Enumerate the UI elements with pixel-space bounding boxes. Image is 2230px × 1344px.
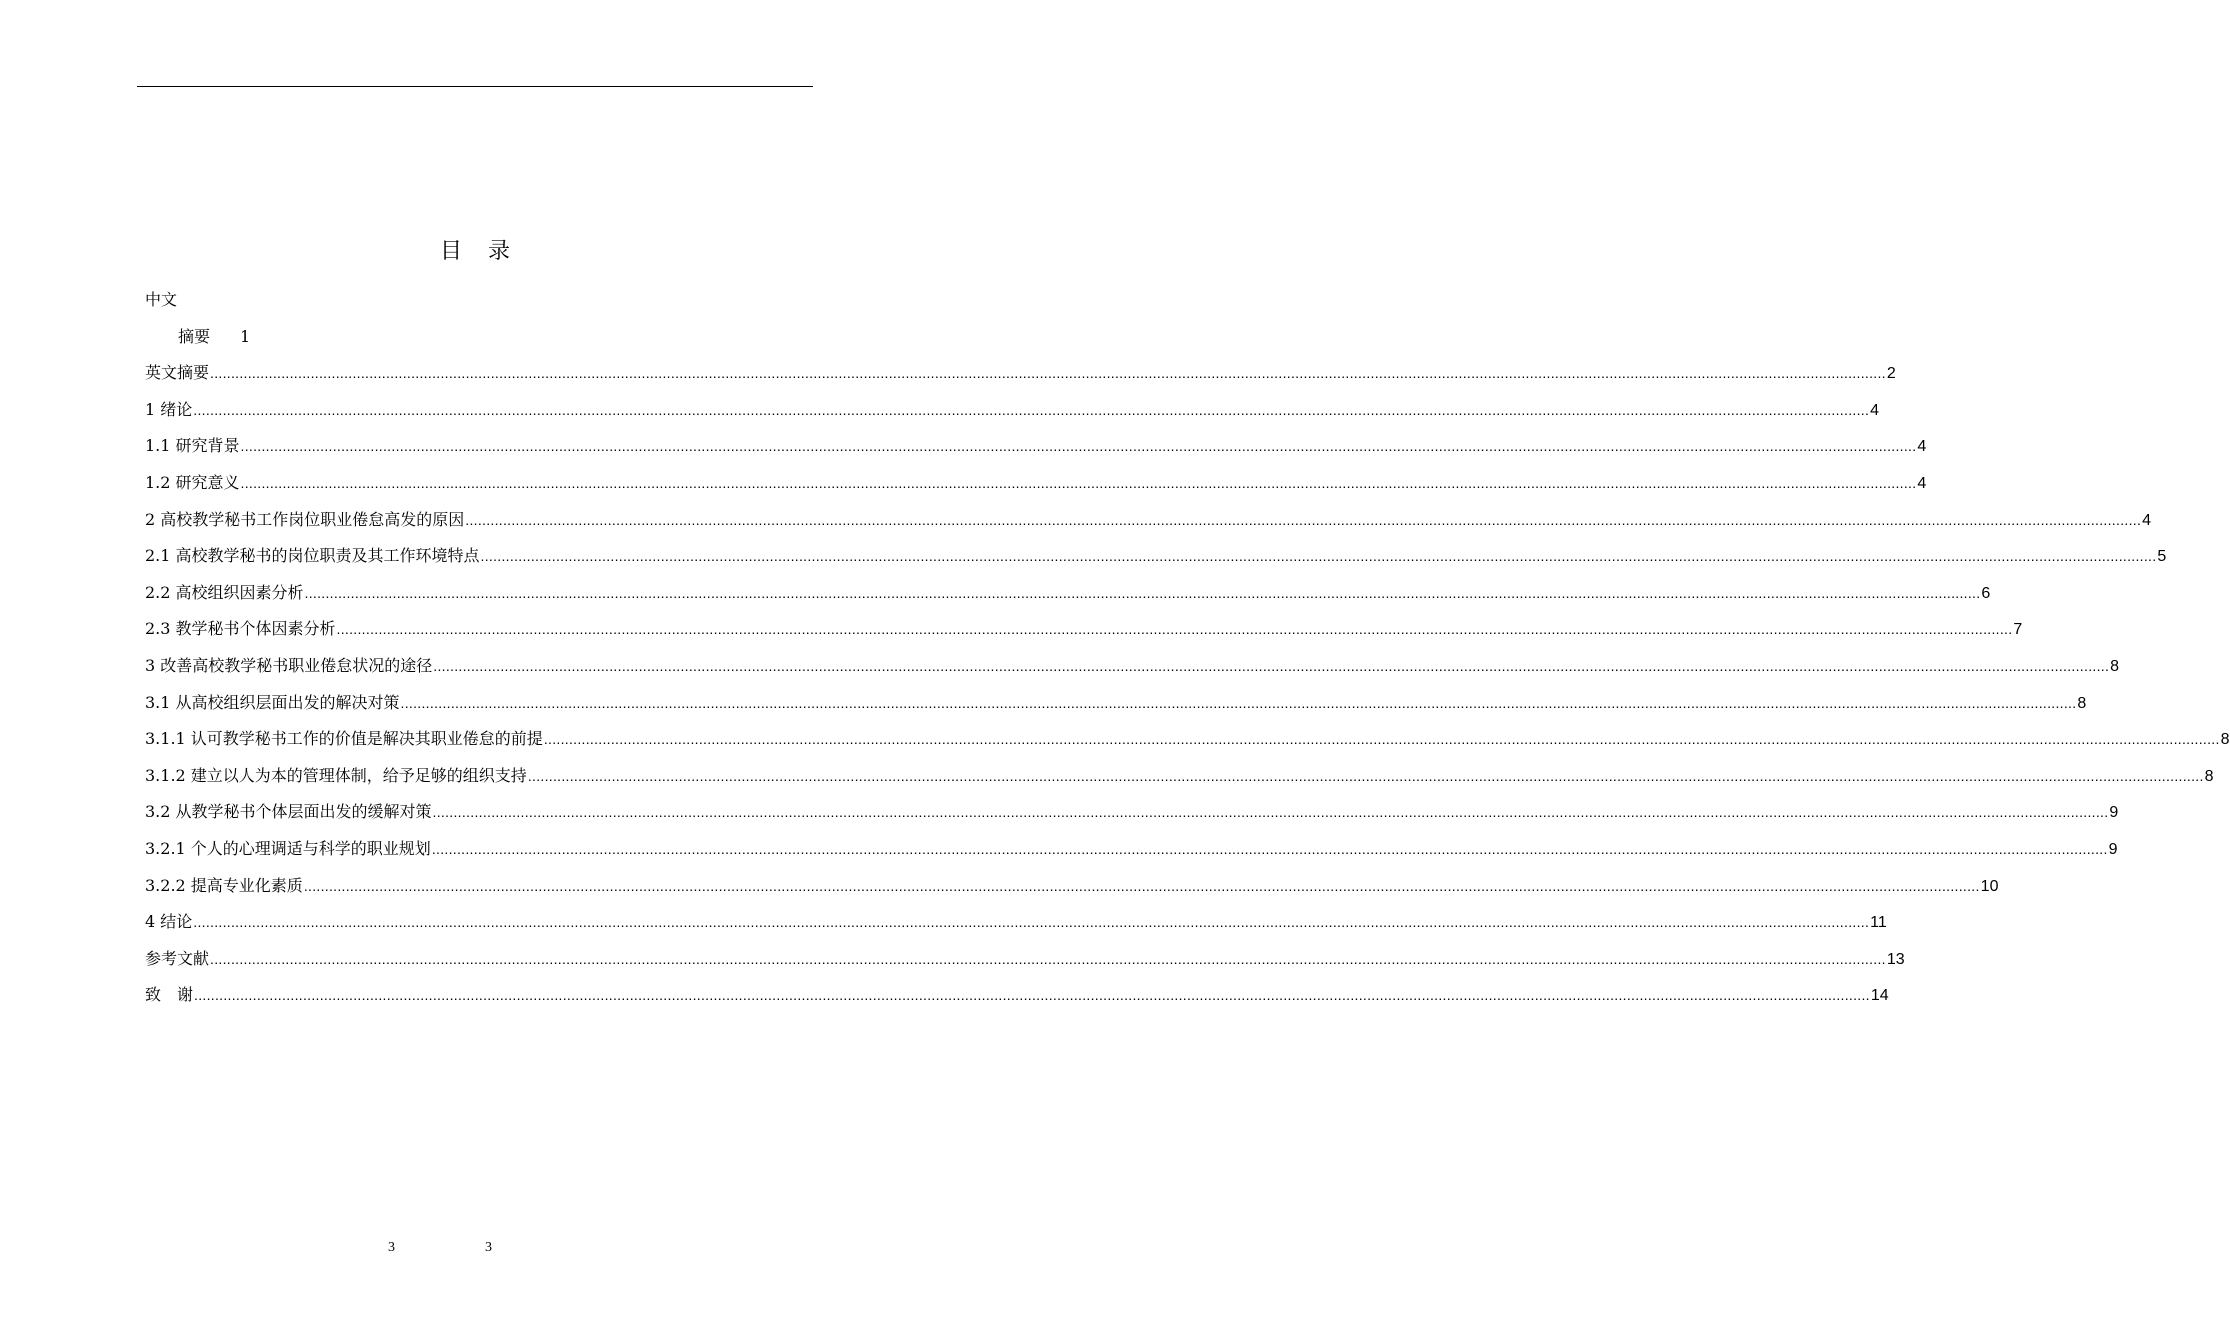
toc-entry-label: 参考文献 (145, 948, 210, 968)
toc-entry-page: 14 (1870, 987, 1889, 1005)
toc-abstract-page: 1 (240, 326, 251, 346)
toc-entry[interactable] (145, 654, 2120, 691)
toc-entry-page: 6 (1981, 584, 1991, 602)
toc-entry[interactable] (145, 947, 1905, 984)
toc-entry-page: 5 (2157, 548, 2167, 566)
toc-dot-leader: ................................................................................................................................................................................................................................................................................................................................................................................................................ (400, 694, 2077, 711)
toc-entry[interactable] (145, 617, 2023, 654)
toc-entry-page: 4 (1870, 401, 1880, 419)
toc-entry-label: 1 绪论 (145, 399, 193, 419)
toc-dot-leader: ................................................................................................................................................................................................................................................................................................................................................................................................................ (193, 914, 1870, 931)
toc-dot-leader: ................................................................................................................................................................................................................................................................................................................................................................................................................ (193, 401, 1870, 418)
toc-entry-label: 3 改善高校教学秘书职业倦怠状况的途径 (145, 655, 433, 675)
header-rule (137, 86, 813, 87)
toc-entry-page: 13 (1886, 950, 1905, 968)
toc-dot-leader: ................................................................................................................................................................................................................................................................................................................................................................................................................ (194, 987, 1870, 1004)
toc-entry-page: 4 (2142, 511, 2152, 529)
toc-entry-label: 1.2 研究意义 (145, 472, 240, 492)
toc-dot-leader: ................................................................................................................................................................................................................................................................................................................................................................................................................ (210, 950, 1886, 967)
toc-entry-page: 10 (1980, 877, 1999, 895)
toc-dot-leader: ................................................................................................................................................................................................................................................................................................................................................................................................................ (240, 474, 1917, 491)
table-of-contents (145, 288, 2230, 1020)
toc-entry-label: 3.1.2 建立以人为本的管理体制，给予足够的组织支持 (145, 765, 527, 785)
toc-entry-label: 3.1.1 认可教学秘书工作的价值是解决其职业倦怠的前提 (145, 729, 543, 749)
toc-entry[interactable] (145, 398, 1880, 435)
toc-dot-leader: ................................................................................................................................................................................................................................................................................................................................................................................................................ (433, 657, 2110, 674)
toc-entry[interactable] (145, 544, 2167, 581)
toc-entry[interactable] (145, 508, 2152, 545)
toc-entry-label: 1.1 研究背景 (145, 436, 240, 456)
toc-entry-page: 8 (2077, 694, 2087, 712)
toc-entry-page: 4 (1917, 474, 1927, 492)
toc-entry[interactable] (145, 691, 2087, 728)
toc-dot-leader: ................................................................................................................................................................................................................................................................................................................................................................................................................ (336, 621, 2013, 638)
toc-entry[interactable] (145, 727, 2230, 764)
toc-dot-leader: ................................................................................................................................................................................................................................................................................................................................................................................................................ (480, 548, 2157, 565)
toc-entry-label: 3.2.1 个人的心理调适与科学的职业规划 (145, 838, 431, 858)
toc-entry[interactable] (145, 434, 1927, 471)
toc-entry[interactable] (145, 800, 2119, 837)
toc-entry-page: 9 (2108, 840, 2118, 858)
toc-entry-label: 2.1 高校教学秘书的岗位职责及其工作环境特点 (145, 546, 480, 566)
toc-entry-label: 英文摘要 (145, 363, 210, 383)
toc-entry-page: 8 (2204, 767, 2214, 785)
toc-entry-label: 2 高校教学秘书工作岗位职业倦怠高发的原因 (145, 509, 465, 529)
toc-entry-label: 3.2.2 提高专业化素质 (145, 875, 303, 895)
toc-dot-leader: ................................................................................................................................................................................................................................................................................................................................................................................................................ (543, 731, 2220, 748)
toc-dot-leader: ................................................................................................................................................................................................................................................................................................................................................................................................................ (210, 365, 1886, 382)
toc-dot-leader: ................................................................................................................................................................................................................................................................................................................................................................................................................ (304, 584, 1981, 601)
toc-entry-page: 11 (1870, 914, 1887, 932)
toc-entry[interactable] (145, 581, 1991, 618)
toc-dot-leader: ................................................................................................................................................................................................................................................................................................................................................................................................................ (240, 438, 1917, 455)
toc-entry-page: 7 (2013, 621, 2023, 639)
toc-abstract-label: 摘要 (178, 326, 211, 346)
toc-entry-label: 4 结论 (145, 912, 193, 932)
toc-dot-leader: ................................................................................................................................................................................................................................................................................................................................................................................................................ (303, 877, 1980, 894)
toc-lead-label: 中文 (145, 290, 178, 309)
toc-entry-page: 2 (1886, 365, 1896, 383)
toc-lead-line (145, 288, 807, 325)
toc-entry-label: 2.3 教学秘书个体因素分析 (145, 619, 336, 639)
toc-dot-leader: ................................................................................................................................................................................................................................................................................................................................................................................................................ (432, 804, 2109, 821)
toc-entry-label: 致 谢 (145, 985, 194, 1005)
toc-entry-label: 3.2 从教学秘书个体层面出发的缓解对策 (145, 802, 432, 822)
toc-dot-leader: ................................................................................................................................................................................................................................................................................................................................................................................................................ (431, 840, 2108, 857)
toc-entry[interactable] (145, 361, 1896, 398)
toc-dot-leader: ................................................................................................................................................................................................................................................................................................................................................................................................................ (465, 511, 2142, 528)
toc-entry[interactable] (145, 837, 2118, 874)
toc-entry-label: 3.1 从高校组织层面出发的解决对策 (145, 692, 400, 712)
footer-page-number: 3 (388, 1240, 395, 1255)
toc-entry-label: 2.2 高校组织因素分析 (145, 582, 304, 602)
toc-entry[interactable] (145, 471, 1927, 508)
toc-entry-page: 9 (2109, 804, 2119, 822)
toc-dot-leader: ................................................................................................................................................................................................................................................................................................................................................................................................................ (527, 767, 2204, 784)
toc-abstract-line[interactable] (145, 325, 807, 362)
toc-entry-page: 4 (1917, 438, 1927, 456)
toc-entry-page: 8 (2110, 657, 2120, 675)
toc-entry[interactable] (145, 764, 2214, 801)
toc-entry[interactable] (145, 874, 1999, 911)
toc-entry[interactable] (145, 910, 1887, 947)
footer-page-number-secondary: 3 (485, 1240, 492, 1255)
toc-entry[interactable] (145, 983, 1889, 1020)
toc-entry-page: 8 (2220, 731, 2230, 749)
page-title: 目录 (439, 239, 536, 264)
